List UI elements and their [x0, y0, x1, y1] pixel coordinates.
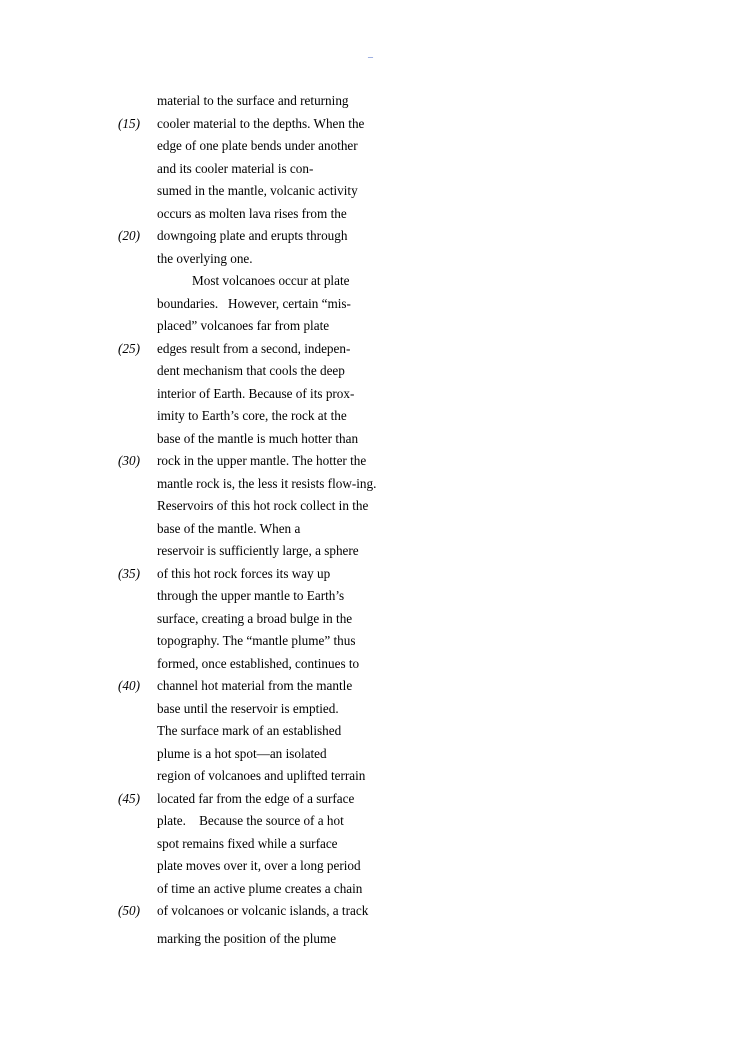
passage-line — [0, 810, 743, 833]
passage-line — [0, 765, 743, 788]
passage-line — [0, 675, 743, 698]
line-text: and its cooler material is con- — [157, 160, 314, 176]
line-text: placed” volcanoes far from plate — [157, 318, 330, 333]
line-text: The surface mark of an established — [157, 723, 342, 738]
line-text: spot remains fixed while a surface — [157, 835, 338, 851]
passage-line — [0, 473, 743, 496]
passage-line — [0, 926, 743, 952]
line-text: cooler material to the depths. When the — [157, 115, 365, 131]
passage-line — [0, 608, 743, 631]
line-number: (45) — [118, 790, 140, 806]
passage-line — [0, 630, 743, 653]
passage-line — [0, 495, 743, 518]
passage-line — [0, 293, 743, 316]
line-text: edge of one plate bends under another — [157, 138, 358, 153]
passage-line — [0, 540, 743, 563]
line-text: plate. Because the source of a hot — [157, 813, 344, 828]
line-text: base until the reservoir is emptied. — [157, 700, 339, 716]
line-text: reservoir is sufficiently large, a sphere — [157, 543, 359, 558]
line-text: of this hot rock forces its way up — [157, 565, 331, 581]
line-text: Reservoirs of this hot rock collect in the — [157, 498, 369, 513]
passage-line — [0, 135, 743, 158]
line-text: the overlying one. — [157, 250, 253, 266]
line-text: plume is a hot spot—an isolated — [157, 745, 327, 761]
line-text: base of the mantle. When a — [157, 520, 301, 536]
passage-line — [0, 270, 743, 293]
passage-line — [0, 180, 743, 203]
passage-line — [0, 585, 743, 608]
passage-line — [0, 788, 743, 811]
line-number: (20) — [118, 228, 140, 243]
line-text: interior of Earth. Because of its prox- — [157, 385, 355, 401]
reading-passage — [0, 90, 743, 952]
paragraph-start-text: Most volcanoes occur at plate — [192, 273, 350, 288]
passage-line — [0, 428, 743, 451]
line-text: dent mechanism that cools the deep — [157, 363, 345, 378]
passage-line — [0, 833, 743, 856]
line-number: (15) — [118, 115, 140, 131]
line-text: of volcanoes or volcanic islands, a track — [157, 903, 369, 918]
passage-line — [0, 360, 743, 383]
line-text: downgoing plate and erupts through — [157, 228, 348, 243]
passage-line — [0, 450, 743, 473]
line-text: rock in the upper mantle. The hotter the — [157, 453, 367, 468]
passage-line — [0, 563, 743, 586]
passage-line — [0, 248, 743, 271]
line-text: plate moves over it, over a long period — [157, 858, 361, 873]
line-number: (35) — [118, 565, 140, 581]
passage-line — [0, 518, 743, 541]
line-text: mantle rock is, the less it resists flow-ing. — [157, 475, 377, 491]
passage-line — [0, 113, 743, 136]
line-text: topography. The “mantle plume” thus — [157, 633, 356, 648]
line-number: (25) — [118, 340, 140, 356]
line-text: through the upper mantle to Earth’s — [157, 588, 345, 603]
passage-line — [0, 878, 743, 901]
line-text: edges result from a second, indepen- — [157, 340, 351, 356]
line-text: located far from the edge of a surface — [157, 790, 355, 806]
line-text: surface, creating a broad bulge in the — [157, 610, 353, 626]
line-number: (50) — [118, 903, 140, 918]
line-text: sumed in the mantle, volcanic activity — [157, 183, 358, 198]
passage-line — [0, 900, 743, 923]
line-text: material to the surface and returning — [157, 93, 349, 108]
line-text: formed, once established, continues to — [157, 655, 360, 671]
passage-line — [0, 158, 743, 181]
line-text: region of volcanoes and uplifted terrain — [157, 768, 366, 783]
line-number: (30) — [118, 453, 140, 468]
passage-line — [0, 90, 743, 113]
line-text: boundaries. However, certain “mis- — [157, 295, 351, 311]
passage-line — [0, 698, 743, 721]
passage-line — [0, 203, 743, 226]
line-number: (40) — [118, 678, 140, 693]
passage-line — [0, 315, 743, 338]
passage-line — [0, 653, 743, 676]
passage-line — [0, 855, 743, 878]
passage-line — [0, 383, 743, 406]
line-text: base of the mantle is much hotter than — [157, 430, 359, 446]
page-mark: – — [368, 52, 373, 63]
passage-line — [0, 225, 743, 248]
passage-line — [0, 743, 743, 766]
line-text: imity to Earth’s core, the rock at the — [157, 408, 347, 423]
line-text: channel hot material from the mantle — [157, 678, 353, 693]
passage-line — [0, 405, 743, 428]
line-text: marking the position of the plume — [157, 930, 337, 946]
passage-line — [0, 720, 743, 743]
line-text: of time an active plume creates a chain — [157, 880, 363, 896]
line-text: occurs as molten lava rises from the — [157, 205, 347, 221]
passage-line — [0, 338, 743, 361]
